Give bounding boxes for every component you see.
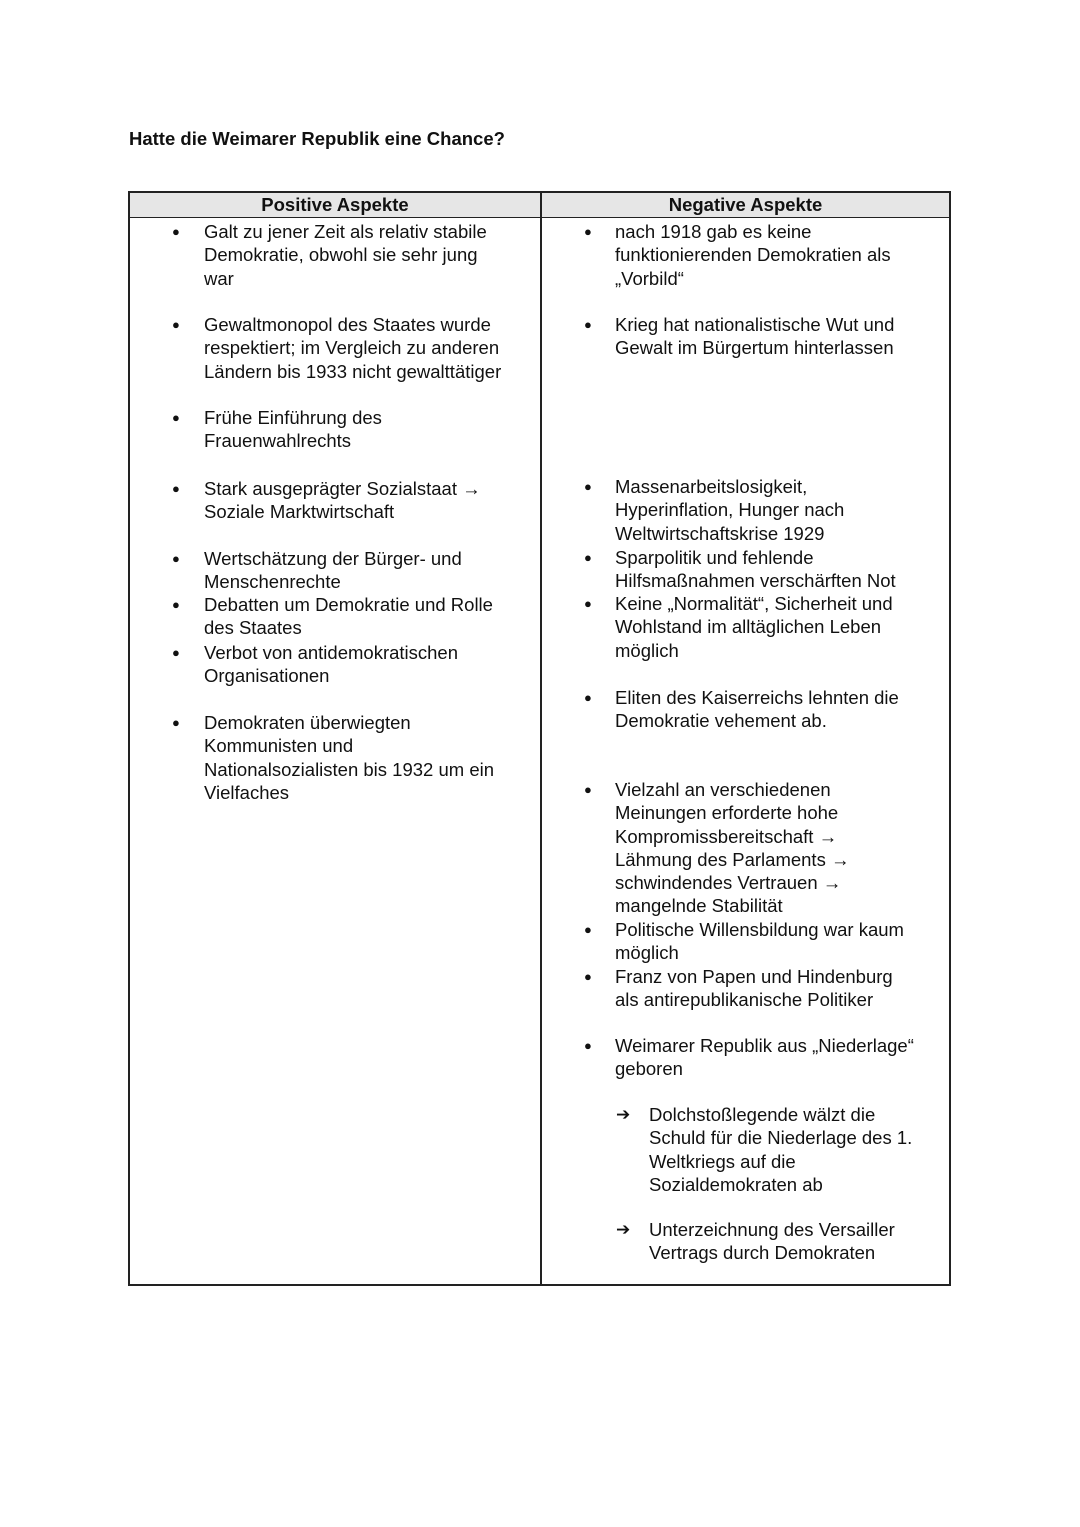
bullet-icon: ● xyxy=(584,1038,592,1053)
bullet-icon: ● xyxy=(172,715,180,730)
positive-column xyxy=(130,193,542,1284)
positive-item: Stark ausgeprägter Sozialstaat → Soziale Marktwirtschaft xyxy=(204,478,481,523)
negative-item: Keine „Normalität“, Sicherheit und Wohlstand im alltäglichen Leben möglich xyxy=(615,593,893,661)
negative-item: Eliten des Kaiserreichs lehnten die Demokratie vehement ab. xyxy=(615,687,899,732)
bullet-icon: ● xyxy=(172,481,180,496)
negative-item: Weimarer Republik aus „Niederlage“ geboren xyxy=(615,1035,914,1080)
negative-item: Krieg hat nationalistische Wut und Gewalt im Bürgertum hinterlassen xyxy=(615,314,895,359)
bullet-icon: ● xyxy=(584,969,592,984)
bullet-icon: ● xyxy=(584,596,592,611)
negative-item: Franz von Papen und Hindenburg als antirepublikanische Politiker xyxy=(615,966,893,1011)
positive-item: Demokraten überwiegten Kommunisten und Nationalsozialisten bis 1932 um ein Vielfaches xyxy=(204,712,495,803)
positive-item: Verbot von antidemokratischen Organisationen xyxy=(204,642,459,687)
bullet-icon: ● xyxy=(584,690,592,705)
bullet-icon: ● xyxy=(172,597,180,612)
negative-header: Negative Aspekte xyxy=(542,193,949,218)
bullet-icon: ● xyxy=(172,551,180,566)
bullet-icon: ● xyxy=(172,224,180,239)
comparison-table xyxy=(128,191,951,1286)
negative-sub-item: Unterzeichnung des Versailler Vertrags durch Demokraten xyxy=(649,1219,895,1264)
positive-item: Gewaltmonopol des Staates wurde respektiert; im Vergleich zu anderen Ländern bis 1933 nicht gewalttätiger xyxy=(204,314,502,382)
bullet-icon: ● xyxy=(172,410,180,425)
bullet-icon: ● xyxy=(172,317,180,332)
positive-item: Frühe Einführung des Frauenwahlrechts xyxy=(204,407,382,452)
negative-item: nach 1918 gab es keine funktionierenden Demokratien als „Vorbild“ xyxy=(615,221,891,289)
negative-item: Vielzahl an verschiedenen Meinungen erforderte hohe Kompromissbereitschaft → Lähmung des Parlaments → schwindendes Vertrauen → mangelnde Stabilität xyxy=(615,779,850,917)
negative-column xyxy=(542,193,949,1284)
bullet-icon: ● xyxy=(584,550,592,565)
positive-item: Wertschätzung der Bürger- und Menschenrechte xyxy=(204,548,462,593)
bullet-icon: ● xyxy=(584,317,592,332)
positive-header: Positive Aspekte xyxy=(130,193,540,218)
positive-item: Debatten um Demokratie und Rolle des Staates xyxy=(204,594,493,639)
positive-item: Galt zu jener Zeit als relativ stabile Demokratie, obwohl sie sehr jung war xyxy=(204,221,487,289)
bullet-icon: ● xyxy=(584,782,592,797)
arrow-right-icon: ➔ xyxy=(616,1105,631,1124)
bullet-icon: ● xyxy=(584,479,592,494)
bullet-icon: ● xyxy=(172,645,180,660)
negative-item: Massenarbeitslosigkeit, Hyperinflation, Hunger nach Weltwirtschaftskrise 1929 xyxy=(615,476,845,544)
bullet-icon: ● xyxy=(584,224,592,239)
arrow-right-icon: ➔ xyxy=(616,1220,631,1239)
negative-item: Politische Willensbildung war kaum möglich xyxy=(615,919,904,964)
negative-sub-item: Dolchstoßlegende wälzt die Schuld für die Niederlage des 1. Weltkriegs auf die Sozialdemokraten ab xyxy=(649,1104,913,1195)
bullet-icon: ● xyxy=(584,922,592,937)
negative-item: Sparpolitik und fehlende Hilfsmaßnahmen verschärften Not xyxy=(615,547,896,592)
page-title: Hatte die Weimarer Republik eine Chance? xyxy=(129,128,505,149)
